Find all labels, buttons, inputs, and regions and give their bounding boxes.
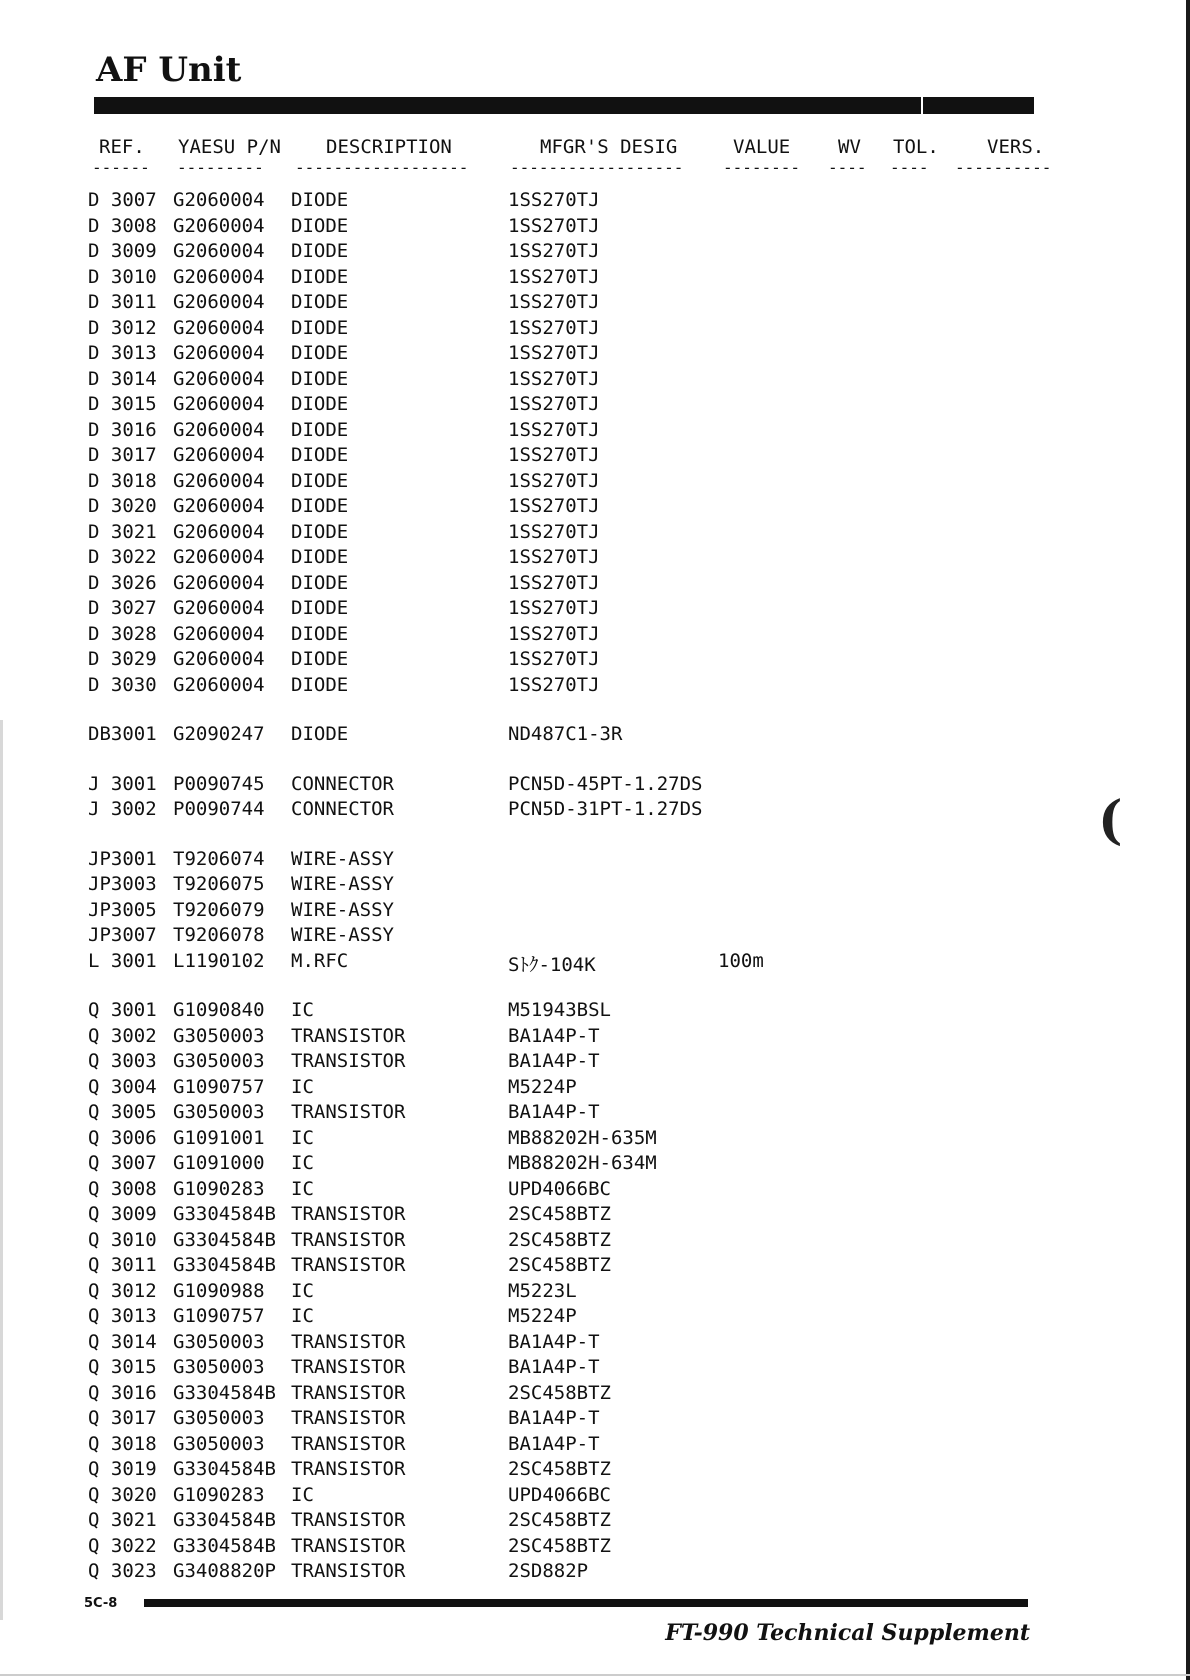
table-row [0,1382,1190,1408]
cell-mfgr: BA1A4P-T [508,1407,600,1429]
cell-ref: Q 3004 [88,1076,157,1098]
document-title: FT-990 Technical Supplement [665,1620,1030,1646]
cell-desc: DIODE [291,342,349,364]
cell-ref: D 3012 [88,317,157,339]
cell-mfgr: M5224P [508,1076,577,1098]
cell-pn: G1090757 [173,1076,265,1098]
cell-mfgr: MB88202H-635M [508,1127,657,1149]
cell-ref: D 3016 [88,419,157,441]
cell-ref: Q 3021 [88,1509,157,1531]
cell-desc: DIODE [291,648,349,670]
cell-pn: G3304584B [173,1535,276,1557]
table-row [0,189,1190,215]
table-row [0,1203,1190,1229]
dash-ref: ------ [92,158,150,177]
cell-desc: IC [291,1178,314,1200]
cell-ref: D 3029 [88,648,157,670]
cell-mfgr: 1SS270TJ [508,597,600,619]
cell-pn: G2060004 [173,521,265,543]
cell-desc: CONNECTOR [291,773,394,795]
table-row [0,924,1190,950]
table-row [0,1305,1190,1331]
table-row [0,1458,1190,1484]
cell-desc: DIODE [291,674,349,696]
cell-value: 100m [718,950,764,972]
table-row [0,215,1190,241]
table-row [0,1229,1190,1255]
cell-ref: D 3017 [88,444,157,466]
cell-ref: Q 3008 [88,1178,157,1200]
cell-mfgr: BA1A4P-T [508,1331,600,1353]
cell-pn: G2060004 [173,342,265,364]
cell-desc: CONNECTOR [291,798,394,820]
cell-desc: IC [291,1305,314,1327]
cell-pn: G1090840 [173,999,265,1021]
cell-ref: DB3001 [88,723,157,745]
table-row [0,1178,1190,1204]
cell-mfgr: M5224P [508,1305,577,1327]
cell-mfgr: BA1A4P-T [508,1025,600,1047]
cell-mfgr: 1SS270TJ [508,368,600,390]
dash-wv: ---- [828,158,867,177]
cell-mfgr: 2SC458BTZ [508,1509,611,1531]
cell-ref: D 3014 [88,368,157,390]
cell-desc: WIRE-ASSY [291,924,394,946]
cell-ref: L 3001 [88,950,157,972]
table-row [0,674,1190,700]
table-row [0,597,1190,623]
col-mfgr-header: MFGR'S DESIG [540,136,678,158]
cell-pn: G1090283 [173,1484,265,1506]
cell-ref: Q 3023 [88,1560,157,1582]
cell-desc: TRANSISTOR [291,1509,406,1531]
cell-desc: TRANSISTOR [291,1560,406,1582]
cell-mfgr: M51943BSL [508,999,611,1021]
top-rule-notch [921,97,923,114]
punch-hole-mark: ( [1098,790,1123,851]
cell-mfgr: 1SS270TJ [508,317,600,339]
cell-desc: DIODE [291,215,349,237]
cell-pn: G3050003 [173,1101,265,1123]
cell-pn: G3050003 [173,1050,265,1072]
cell-desc: TRANSISTOR [291,1050,406,1072]
table-row [0,368,1190,394]
cell-pn: T9206075 [173,873,265,895]
cell-pn: G2060004 [173,572,265,594]
cell-pn: G2060004 [173,189,265,211]
cell-pn: G3050003 [173,1025,265,1047]
cell-desc: DIODE [291,546,349,568]
cell-ref: J 3001 [88,773,157,795]
cell-ref: D 3007 [88,189,157,211]
cell-pn: G2060004 [173,240,265,262]
cell-desc: IC [291,1076,314,1098]
scan-edge-right [1186,0,1190,1680]
cell-mfgr: 1SS270TJ [508,648,600,670]
cell-mfgr: 1SS270TJ [508,546,600,568]
cell-mfgr: 2SC458BTZ [508,1254,611,1276]
cell-ref: JP3001 [88,848,157,870]
cell-ref: D 3008 [88,215,157,237]
table-row [0,1407,1190,1433]
cell-ref: Q 3016 [88,1382,157,1404]
cell-desc: TRANSISTOR [291,1535,406,1557]
cell-pn: G2060004 [173,317,265,339]
table-row [0,1331,1190,1357]
col-wv-header: WV [838,136,861,158]
cell-pn: G2060004 [173,597,265,619]
cell-pn: G2060004 [173,368,265,390]
cell-pn: G3304584B [173,1382,276,1404]
cell-desc: DIODE [291,623,349,645]
cell-mfgr: 1SS270TJ [508,470,600,492]
cell-mfgr: M5223L [508,1280,577,1302]
cell-desc: IC [291,1127,314,1149]
cell-pn: G1091001 [173,1127,265,1149]
table-row [0,1280,1190,1306]
cell-desc: DIODE [291,572,349,594]
cell-ref: Q 3007 [88,1152,157,1174]
table-row [0,1127,1190,1153]
cell-pn: G2060004 [173,419,265,441]
cell-desc: DIODE [291,419,349,441]
cell-pn: L1190102 [173,950,265,972]
page-number: 5C-8 [84,1596,118,1611]
table-row [0,495,1190,521]
cell-mfgr: BA1A4P-T [508,1356,600,1378]
cell-mfgr: 1SS270TJ [508,215,600,237]
cell-mfgr: 2SC458BTZ [508,1535,611,1557]
cell-mfgr: PCN5D-31PT-1.27DS [508,798,703,820]
cell-pn: G2060004 [173,470,265,492]
cell-mfgr: 1SS270TJ [508,291,600,313]
cell-pn: G3050003 [173,1407,265,1429]
cell-ref: Q 3005 [88,1101,157,1123]
cell-pn: G2060004 [173,266,265,288]
table-row [0,723,1190,749]
page-title: AF Unit [96,50,242,90]
table-row [0,393,1190,419]
table-row [0,999,1190,1025]
cell-ref: D 3022 [88,546,157,568]
bottom-rule [144,1599,1028,1607]
table-row [0,1076,1190,1102]
cell-ref: JP3007 [88,924,157,946]
col-vers-header: VERS. [987,136,1045,158]
cell-ref: Q 3017 [88,1407,157,1429]
table-row [0,648,1190,674]
table-row [0,1254,1190,1280]
cell-desc: M.RFC [291,950,349,972]
cell-pn: G2060004 [173,215,265,237]
table-row [0,342,1190,368]
cell-mfgr: 2SC458BTZ [508,1203,611,1225]
header-underlines [0,158,1190,184]
table-row [0,1433,1190,1459]
cell-mfgr: 1SS270TJ [508,674,600,696]
cell-mfgr: UPD4066BC [508,1178,611,1200]
table-row [0,240,1190,266]
cell-desc: TRANSISTOR [291,1407,406,1429]
cell-mfgr: ND487C1-3R [508,723,623,745]
cell-pn: G3304584B [173,1458,276,1480]
table-row [0,1535,1190,1561]
cell-pn: G2060004 [173,393,265,415]
cell-mfgr: UPD4066BC [508,1484,611,1506]
cell-ref: D 3018 [88,470,157,492]
cell-desc: DIODE [291,266,349,288]
cell-ref: Q 3003 [88,1050,157,1072]
table-row [0,266,1190,292]
cell-mfgr: 2SC458BTZ [508,1458,611,1480]
cell-pn: G3050003 [173,1331,265,1353]
col-tol-header: TOL. [893,136,939,158]
table-row [0,291,1190,317]
cell-pn: G2060004 [173,546,265,568]
cell-ref: Q 3012 [88,1280,157,1302]
cell-ref: Q 3020 [88,1484,157,1506]
col-ref-header: REF. [99,136,145,158]
table-row [0,1101,1190,1127]
scan-edge-left [0,720,3,1620]
cell-desc: WIRE-ASSY [291,848,394,870]
table-row [0,1050,1190,1076]
table-row [0,1025,1190,1051]
table-row [0,899,1190,925]
table-row [0,623,1190,649]
cell-pn: G3304584B [173,1509,276,1531]
cell-ref: Q 3015 [88,1356,157,1378]
table-row [0,1509,1190,1535]
cell-mfgr: BA1A4P-T [508,1433,600,1455]
table-row [0,798,1190,824]
table-row [0,773,1190,799]
cell-pn: G3050003 [173,1433,265,1455]
cell-pn: G3050003 [173,1356,265,1378]
dash-pn: --------- [177,158,264,177]
cell-desc: WIRE-ASSY [291,899,394,921]
cell-ref: Q 3022 [88,1535,157,1557]
dash-mfgr: ------------------ [510,158,684,177]
cell-ref: D 3009 [88,240,157,262]
table-row [0,521,1190,547]
table-row [0,1152,1190,1178]
table-row [0,317,1190,343]
cell-desc: TRANSISTOR [291,1458,406,1480]
cell-ref: Q 3006 [88,1127,157,1149]
cell-desc: TRANSISTOR [291,1356,406,1378]
cell-mfgr: 2SD882P [508,1560,589,1582]
cell-mfgr: 2SC458BTZ [508,1382,611,1404]
cell-mfgr: 1SS270TJ [508,623,600,645]
cell-desc: DIODE [291,521,349,543]
cell-pn: G2090247 [173,723,265,745]
cell-pn: G2060004 [173,623,265,645]
cell-ref: Q 3014 [88,1331,157,1353]
cell-desc: DIODE [291,723,349,745]
cell-mfgr: 2SC458BTZ [508,1229,611,1251]
cell-mfgr: 1SS270TJ [508,393,600,415]
cell-pn: G1090757 [173,1305,265,1327]
cell-mfgr: PCN5D-45PT-1.27DS [508,773,703,795]
cell-mfgr: 1SS270TJ [508,240,600,262]
dash-desc: ------------------ [295,158,469,177]
cell-pn: G2060004 [173,444,265,466]
cell-mfgr: 1SS270TJ [508,266,600,288]
cell-mfgr: 1SS270TJ [508,342,600,364]
cell-mfgr: 1SS270TJ [508,521,600,543]
table-row [0,950,1190,976]
dash-tol: ---- [890,158,929,177]
cell-ref: Q 3010 [88,1229,157,1251]
cell-pn: G2060004 [173,291,265,313]
cell-ref: D 3015 [88,393,157,415]
cell-ref: Q 3009 [88,1203,157,1225]
cell-desc: DIODE [291,368,349,390]
cell-pn: P0090744 [173,798,265,820]
cell-ref: D 3010 [88,266,157,288]
table-row [0,470,1190,496]
cell-ref: D 3028 [88,623,157,645]
cell-pn: G1090988 [173,1280,265,1302]
cell-pn: G1091000 [173,1152,265,1174]
cell-desc: DIODE [291,189,349,211]
cell-pn: T9206079 [173,899,265,921]
cell-desc: IC [291,999,314,1021]
cell-desc: TRANSISTOR [291,1229,406,1251]
cell-mfgr: 1SS270TJ [508,572,600,594]
cell-desc: DIODE [291,291,349,313]
table-row [0,572,1190,598]
cell-desc: DIODE [291,444,349,466]
table-row [0,444,1190,470]
cell-ref: D 3027 [88,597,157,619]
table-row [0,873,1190,899]
cell-desc: DIODE [291,597,349,619]
cell-pn: G3408820P [173,1560,276,1582]
cell-pn: G2060004 [173,495,265,517]
cell-mfgr: 1SS270TJ [508,495,600,517]
col-desc-header: DESCRIPTION [326,136,452,158]
cell-mfgr: 1SS270TJ [508,419,600,441]
cell-mfgr: 1SS270TJ [508,189,600,211]
cell-desc: TRANSISTOR [291,1203,406,1225]
cell-ref: Q 3018 [88,1433,157,1455]
cell-desc: DIODE [291,393,349,415]
dash-value: -------- [723,158,801,177]
cell-ref: Q 3002 [88,1025,157,1047]
cell-ref: JP3003 [88,873,157,895]
cell-mfgr: BA1A4P-T [508,1050,600,1072]
cell-desc: DIODE [291,470,349,492]
cell-desc: TRANSISTOR [291,1433,406,1455]
table-row [0,848,1190,874]
table-row [0,546,1190,572]
cell-desc: TRANSISTOR [291,1101,406,1123]
cell-pn: T9206074 [173,848,265,870]
cell-mfgr: Sﾄｸ-104K [508,954,596,976]
cell-desc: IC [291,1152,314,1174]
scan-edge-bottom [0,1674,1190,1676]
table-row [0,1484,1190,1510]
cell-desc: DIODE [291,240,349,262]
cell-pn: G3304584B [173,1254,276,1276]
cell-pn: G2060004 [173,648,265,670]
cell-ref: D 3020 [88,495,157,517]
cell-mfgr: 1SS270TJ [508,444,600,466]
cell-pn: G3304584B [173,1229,276,1251]
cell-desc: WIRE-ASSY [291,873,394,895]
cell-desc: DIODE [291,317,349,339]
cell-desc: IC [291,1280,314,1302]
cell-mfgr: BA1A4P-T [508,1101,600,1123]
table-row [0,1560,1190,1586]
cell-pn: T9206078 [173,924,265,946]
cell-ref: D 3026 [88,572,157,594]
cell-ref: Q 3001 [88,999,157,1021]
cell-ref: Q 3013 [88,1305,157,1327]
cell-ref: D 3011 [88,291,157,313]
cell-desc: TRANSISTOR [291,1382,406,1404]
cell-ref: J 3002 [88,798,157,820]
cell-desc: TRANSISTOR [291,1025,406,1047]
cell-ref: D 3021 [88,521,157,543]
cell-desc: IC [291,1484,314,1506]
cell-ref: Q 3011 [88,1254,157,1276]
col-value-header: VALUE [733,136,791,158]
table-row [0,419,1190,445]
cell-desc: DIODE [291,495,349,517]
cell-ref: D 3013 [88,342,157,364]
cell-ref: D 3030 [88,674,157,696]
cell-desc: TRANSISTOR [291,1254,406,1276]
cell-pn: P0090745 [173,773,265,795]
table-row [0,1356,1190,1382]
top-rule [94,97,1034,114]
cell-ref: Q 3019 [88,1458,157,1480]
col-pn-header: YAESU P/N [178,136,281,158]
cell-mfgr: MB88202H-634M [508,1152,657,1174]
dash-vers: ---------- [955,158,1052,177]
cell-pn: G2060004 [173,674,265,696]
cell-pn: G1090283 [173,1178,265,1200]
cell-ref: JP3005 [88,899,157,921]
cell-pn: G3304584B [173,1203,276,1225]
cell-desc: TRANSISTOR [291,1331,406,1353]
